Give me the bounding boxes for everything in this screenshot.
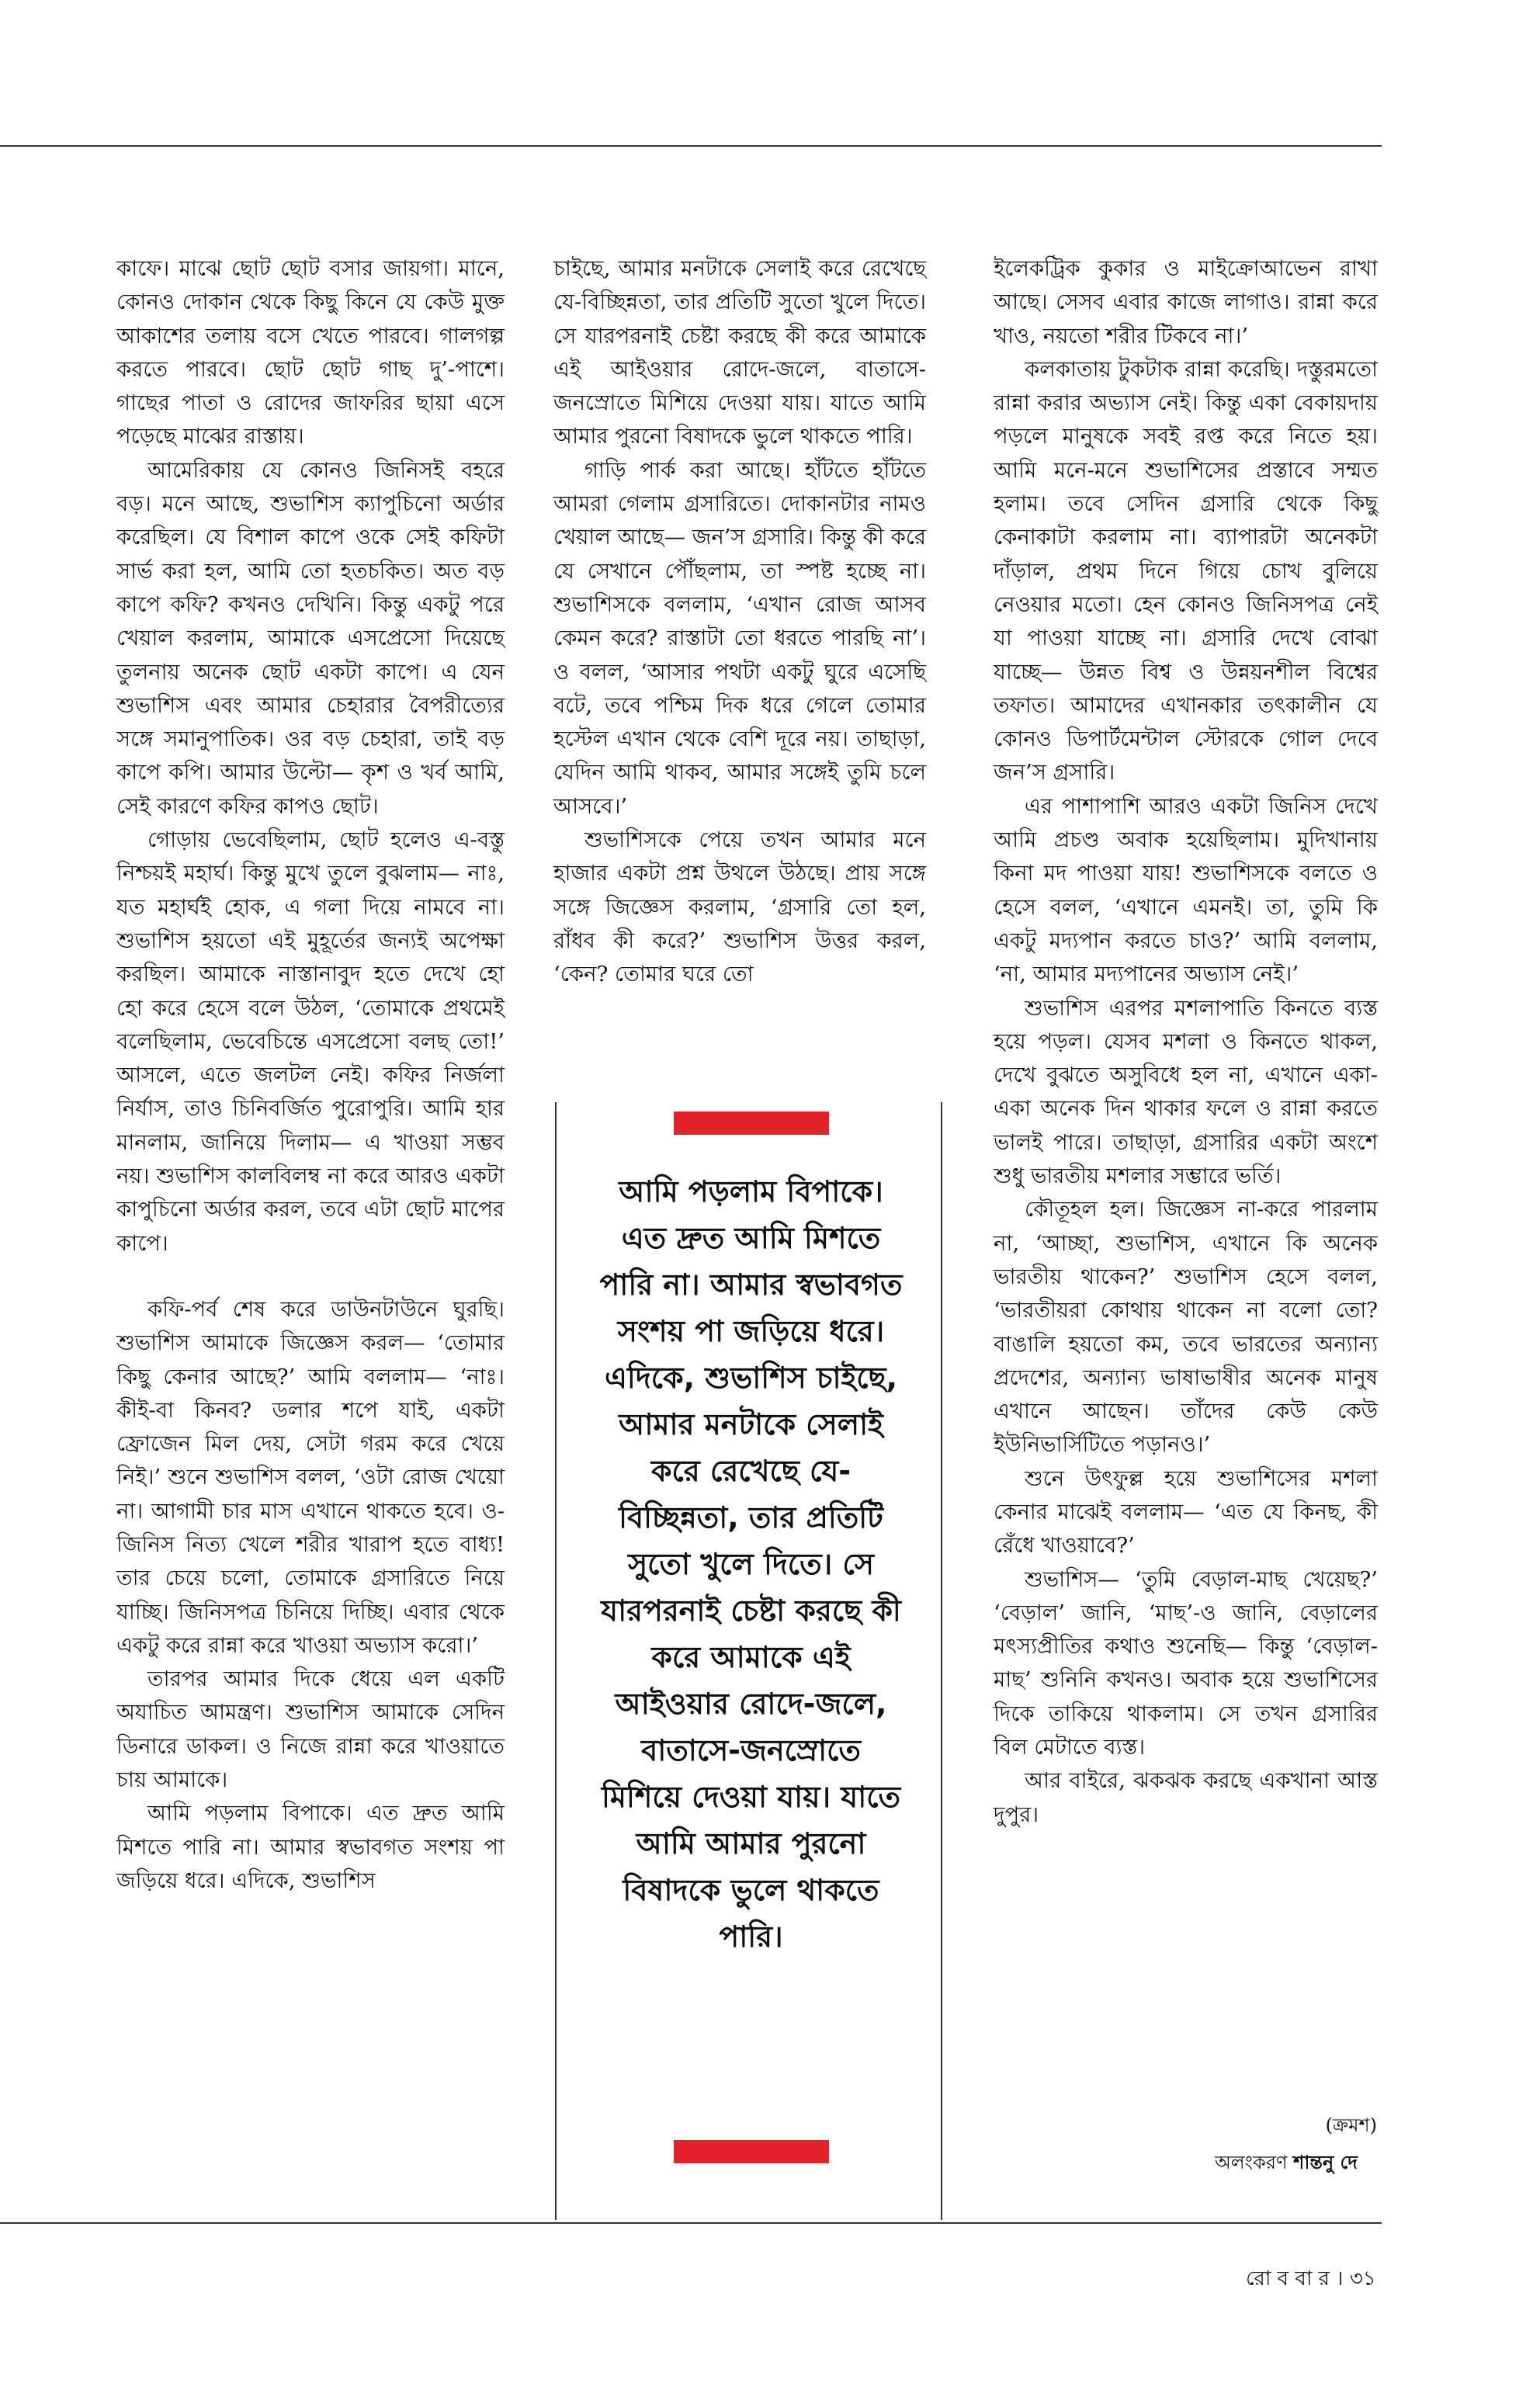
article-paragraph: শুভাশিসকে পেয়ে তখন আমার মনে হাজার একটা প্রশ্ন উথলে উঠছে। প্রায় সঙ্গে সঙ্গে জিজ্ঞেস করলাম, ‘গ্রসারি তো হল, রাঁধব কী করে?’ শুভাশিস উত্তর করল, ‘কেন? তোমার ঘরে তো — [553, 827, 926, 987]
article-paragraph: এর পাশাপাশি আরও একটা জিনিস দেখে আমি প্রচণ্ড অবাক হয়েছিলাম। মুদিখানায় কিনা মদ পাওয়া যায়! শুভাশিসকে বলতে ও হেসে বলল, ‘এখানে এমনই। তা, তুমি কি একটু মদ্যপান করতে চাও?’ আমি বললাম, ‘না, আমার মদ্যপানের অভ্যাস নেই।’ — [994, 793, 1378, 987]
pullquote-top-bar — [674, 1112, 829, 1135]
article-column-2 — [553, 252, 926, 992]
article-paragraph: শুভাশিস এরপর মশলাপাতি কিনতে ব্যস্ত হয়ে পড়ল। যেসব মশলা ও কিনতে থাকল, দেখে বুঝতে অসুবিধে হল না, এখানে একা-একা অনেক দিন থাকার ফলে ও রান্না করতে ভালই পারে। তাছাড়া, গ্রসারির একটা অংশে শুধু ভারতীয় মশলার সম্ভারে ভর্তি। — [994, 995, 1378, 1189]
continued-note: (ক্রমশ) — [1325, 2114, 1377, 2136]
pullquote-bottom-bar — [674, 2140, 829, 2163]
article-paragraph: ইলেকট্রিক কুকার ও মাইক্রোআভেন রাখা আছে। সেসব এবার কাজে লাগাও। রান্না করে খাও, নয়তো শরীর টিকবে না।’ — [994, 256, 1378, 349]
credit-name: শান্তনু দে — [1293, 2151, 1358, 2173]
pullquote: আমি পড়লাম বিপাকে। এত দ্রুত আমি মিশতে পারি না। আমার স্বভাবগত সংশয় পা জড়িয়ে ধরে। এদিকে, শুভাশিস চাইছে, আমার মনটাকে সেলাই করে রেখেছে যে-বিচ্ছিন্নতা, তার প্রতিটি সুতো খুলে দিতে। সে যারপরনাই চেষ্টা করছে কী করে আমাকে এই আইওয়ার রোদে-জলে, বাতাসে-জনস্রোতে মিশিয়ে দেওয়া যায়। যাতে আমি আমার পুরনো বিষাদকে ভুলে থাকতে পারি। — [599, 1174, 903, 1954]
article-paragraph: কাফে। মাঝে ছোট ছোট বসার জায়গা। মানে, কোনও দোকান থেকে কিছু কিনে যে কেউ মুক্ত আকাশের তলায় বসে খেতে পারবে। গালগল্প করতে পারবে। ছোট ছোট গাছ দু’-পাশে। গাছের পাতা ও রোদের জাফরির ছায়া এসে পড়েছে মাঝের রাস্তায়। — [116, 256, 505, 449]
article-paragraph: আমি পড়লাম বিপাকে। এত দ্রুত আমি মিশতে পারি না। আমার স্বভাবগত সংশয় পা জড়িয়ে ধরে। এদিকে, শুভাশিস — [116, 1801, 505, 1893]
article-paragraph: আমেরিকায় যে কোনও জিনিসই বহরে বড়। মনে আছে, শুভাশিস ক্যাপুচিনো অর্ডার করেছিল। যে বিশাল কাপে ওকে সেই কফিটা সার্ভ করা হল, আমি তো হতচকিত। অত বড় কাপে কফি? কখনও দেখিনি। কিন্তু একটু পরে খেয়াল করলাম, আমাকে এসপ্রেসো দিয়েছে তুলনায় অনেক ছোট একটা কাপে। এ যেন শুভাশিস এবং আমার চেহারার বৈপরীত্যের সঙ্গে সমানুপাতিক। ওর বড় চেহারা, তাই বড় কাপে কপি। আমার উল্টো— কৃশ ও খর্ব আমি, সেই কারণে কফির কাপও ছোট। — [116, 457, 505, 819]
article-paragraph: কফি-পর্ব শেষ করে ডাউনটাউনে ঘুরছি। শুভাশিস আমাকে জিজ্ঞেস করল— ‘তোমার কিছু কেনার আছে?’ আমি বললাম— ‘নাঃ। কীই-বা কিনব? ডলার শপে যাই, একটা ফ্রোজেন মিল দেয়, সেটা গরম করে খেয়ে নিই।’ শুনে শুভাশিস বলল, ‘ওটা রোজ খেয়ো না। আগামী চার মাস এখানে থাকতে হবে। ও-জিনিস নিত্য খেলে শরীর খারাপ হতে বাধ্য! তার চেয়ে চলো, তোমাকে গ্রসারিতে নিয়ে যাচ্ছি। জিনিসপত্র চিনিয়ে দিচ্ছি। এবার থেকে একটু করে রান্না করে খাওয়া অভ্যাস করো।’ — [116, 1296, 505, 1658]
credit-label: অলংকরণ — [1215, 2152, 1288, 2173]
top-rule — [0, 145, 1382, 147]
article-paragraph: কৌতূহল হল। জিজ্ঞেস না-করে পারলাম না, ‘আচ্ছা, শুভাশিস, এখানে কি অনেক ভারতীয় থাকেন?’ শুভাশিস হেসে বলল, ‘ভারতীয়রা কোথায় থাকেন না বলো তো? বাঙালি হয়তো কম, তবে ভারতের অন্যান্য প্রদেশের, অন্যান্য ভাষাভাষীর অনেক মানুষ এখানে আছেন। তাঁদের কেউ কেউ ইউনিভার্সিটিতে পড়ানও।’ — [994, 1197, 1378, 1458]
article-paragraph: আর বাইরে, ঝকঝক করছে একখানা আস্ত দুপুর। — [994, 1768, 1378, 1827]
page-number: ৩১ — [1349, 2267, 1376, 2291]
page-footer — [1246, 2263, 1376, 2297]
article-paragraph: গাড়ি পার্ক করা আছে। হাঁটতে হাঁটতে আমরা গেলাম গ্রসারিতে। দোকানটার নামও খেয়াল আছে— জন’স গ্রসারি। কিন্তু কী করে যে সেখানে পৌঁছলাম, তা স্পষ্ট হচ্ছে না। শুভাশিসকে বললাম, ‘এখান রোজ আসব কেমন করে? রাস্তাটা তো ধরতে পারছি না’। ও বলল, ‘আসার পথটা একটু ঘুরে এসেছি বটে, তবে পশ্চিম দিক ধরে গেলে তোমার হস্টেল এখান থেকে বেশি দূরে নয়। তাছাড়া, যেদিন আমি থাকব, আমার সঙ্গেই তুমি চলে আসবে।’ — [553, 457, 926, 819]
article-paragraph: তারপর আমার দিকে ধেয়ে এল একটি অযাচিত আমন্ত্রণ। শুভাশিস আমাকে সেদিন ডিনারে ডাকল। ও নিজে রান্না করে খাওয়াতে চায় আমাকে। — [116, 1666, 505, 1793]
article-paragraph: শুনে উৎফুল্ল হয়ে শুভাশিসের মশলা কেনার মাঝেই বললাম— ‘এত যে কিনছ, কী রেঁধে খাওয়াবে?’ — [994, 1465, 1378, 1559]
footer-separator: । — [1336, 2267, 1344, 2291]
illustration-credit — [1215, 2148, 1358, 2180]
article-paragraph: চাইছে, আমার মনটাকে সেলাই করে রেখেছে যে-বিচ্ছিন্নতা, তার প্রতিটি সুতো খুলে দিতে। সে যারপরনাই চেষ্টা করছে কী করে আমাকে এই আইওয়ার রোদে-জলে, বাতাসে-জনস্রোতে মিশিয়ে দেওয়া যায়। যাতে আমি আমার পুরনো বিষাদকে ভুলে থাকতে পারি। — [553, 256, 926, 449]
article-paragraph: কলকাতায় টুকটাক রান্না করেছি। দস্তুরমতো রান্না করার অভ্যাস নেই। কিন্তু একা বেকায়দায় পড়লে মানুষকে সবই রপ্ত করে নিতে হয়। আমি মনে-মনে শুভাশিসের প্রস্তাবে সম্মত হলাম। তবে সেদিন গ্রসারি থেকে কিছু কেনাকাটা করলাম না। ব্যাপারটা অনেকটা দাঁড়াল, প্রথম দিনে গিয়ে চোখ বুলিয়ে নেওয়ার মতো। হেন কোনও জিনিসপত্র নেই যা পাওয়া যাচ্ছে না। গ্রসারি দেখে বোঝা যাচ্ছে— উন্নত বিশ্ব ও উন্নয়নশীল বিশ্বের তফাত। আমাদের এখানকার তৎকালীন যে কোনও ডিপার্টমেন্টাল স্টোরকে গোল দেবে জন’স গ্রসারি। — [994, 356, 1378, 786]
article-column-1 — [116, 252, 505, 1898]
pullquote-right-rule — [941, 1102, 942, 2220]
article-paragraph: গোড়ায় ভেবেছিলাম, ছোট হলেও এ-বস্তু নিশ্চয়ই মহার্ঘ। কিন্তু মুখে তুলে বুঝলাম— নাঃ, যত মহার্ঘই হোক, এ গলা দিয়ে নামবে না। শুভাশিস হয়তো এই মুহূর্তের জন্যই অপেক্ষা করছিল। আমাকে নাস্তানাবুদ হতে দেখে হো হো করে হেসে বলে উঠল, ‘তোমাকে প্রথমেই বলেছিলাম, ভেবেচিন্তে এসপ্রেসো বলছ তো!’ আসলে, এতে জলটল নেই। কফির নির্জলা নির্যাস, তাও চিনিবর্জিত পুরোপুরি। আমি হার মানলাম, জানিয়ে দিলাম— এ খাওয়া সম্ভব নয়। শুভাশিস কালবিলম্ব না করে আরও একটা কাপুচিনো অর্ডার করল, তবে এটা ছোট মাপের কাপে। — [116, 827, 505, 1256]
magazine-name: রো ব বা র — [1246, 2267, 1330, 2291]
article-paragraph: শুভাশিস— ‘তুমি বেড়াল-মাছ খেয়েছ?’ ‘বেড়াল’ জানি, ‘মাছ’-ও জানি, বেড়ালের মৎস্যপ্রীতির কথাও শুনেছি— কিন্তু ‘বেড়াল-মাছ’ শুনিনি কখনও। অবাক হয়ে শুভাশিসের দিকে তাকিয়ে থাকলাম। সে তখন গ্রসারির বিল মেটাতে ব্যস্ত। — [994, 1566, 1378, 1760]
article-column-3 — [994, 252, 1378, 1832]
bottom-rule — [0, 2222, 1382, 2224]
pullquote-left-rule — [555, 1102, 557, 2220]
